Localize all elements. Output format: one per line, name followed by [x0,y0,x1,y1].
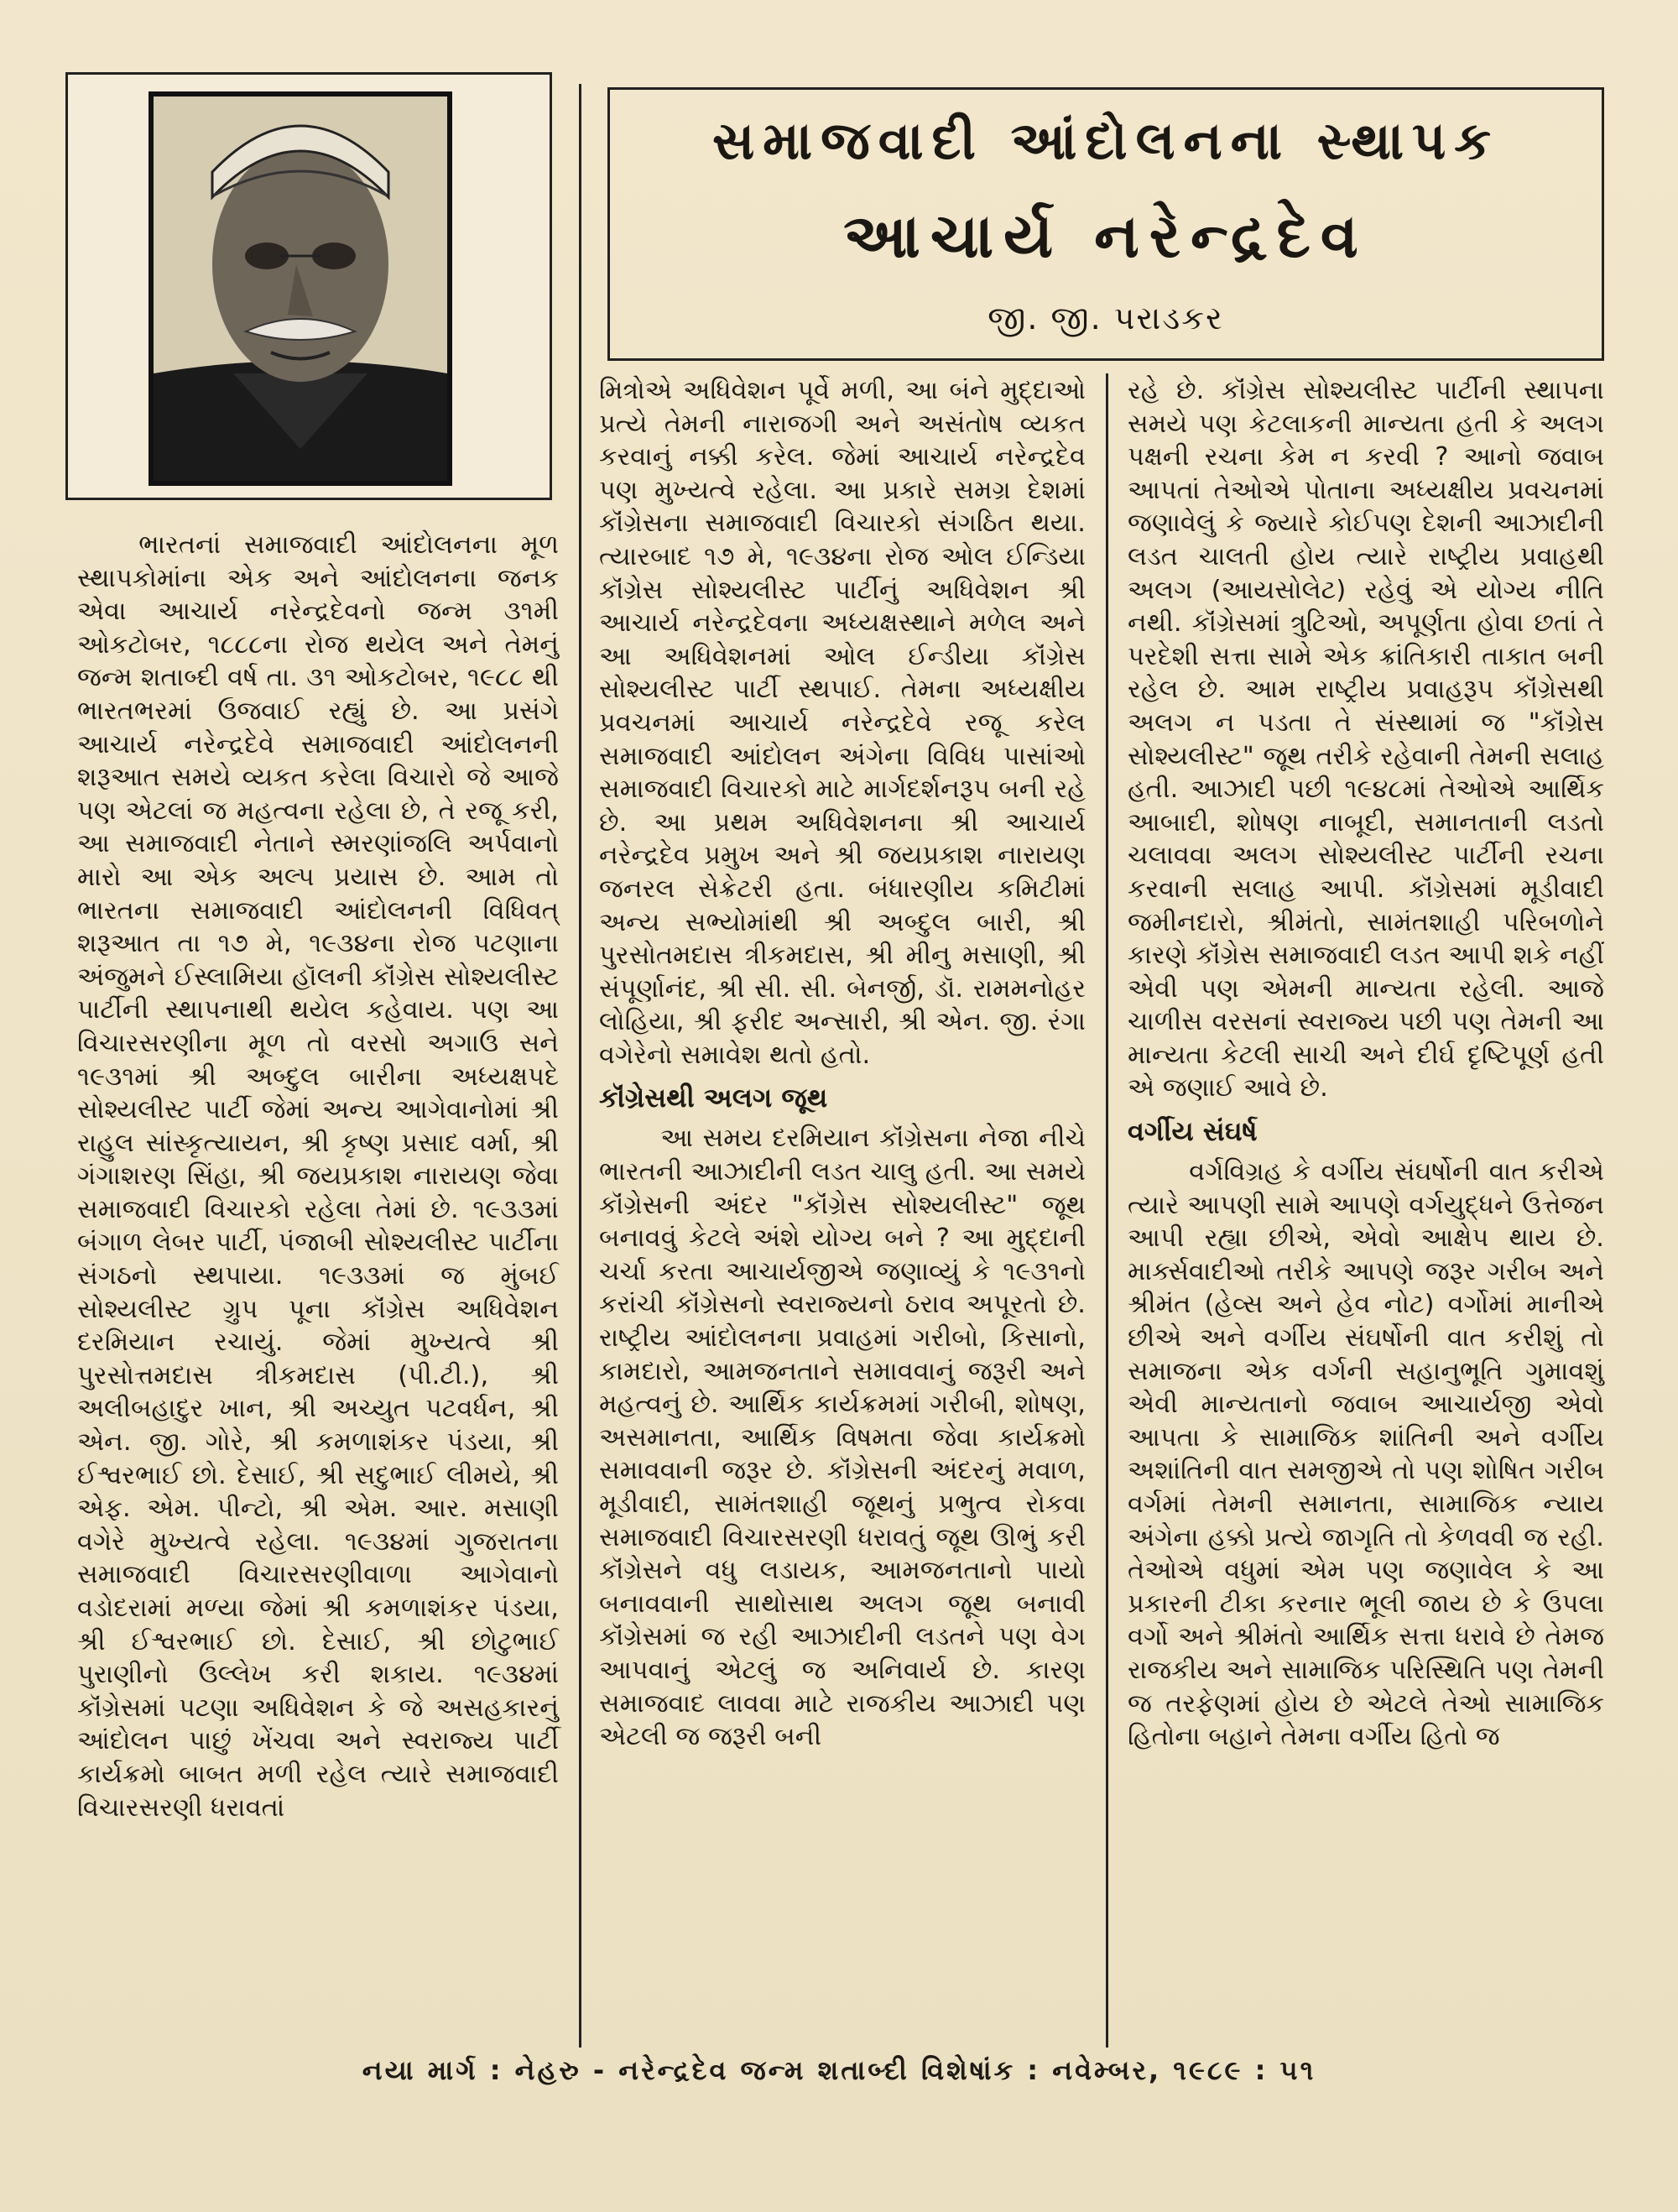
column-3-paragraph-2: વર્ગવિગ્રહ કે વર્ગીય સંઘર્ષોની વાત કરીએ ત્યારે આપણી સામે આપણે વર્ગયુદ્ધને ઉત્તેજન આપી રહ્યા છીએ, એવો આક્ષેપ થાય છે. માર્ક્સવાદીઓ તરીકે આપણે જરૂર ગરીબ અને શ્રીમંત (હેવ્સ અને હેવ નોટ) વર્ગોમાં માનીએ છીએ અને વર્ગીય સંઘર્ષોની વાત કરીશું તો સમાજના એક વર્ગની સહાનુભૂતિ ગુમાવશું એવી માન્યતાનો જવાબ આચાર્યજી એવો આપતા કે સામાજિક શાંતિની અને વર્ગીય અશાંતિની વાત સમજીએ તો પણ શોષિત ગરીબ વર્ગમાં તેમની સમાનતા, સામાજિક ન્યાય અંગેના હક્કો પ્રત્યે જાગૃતિ તો કેળવવી જ રહી. તેઓએ વધુમાં એમ પણ જણાવેલ કે આ પ્રકારની ટીકા કરનાર ભૂલી જાય છે કે ઉપલા વર્ગો અને શ્રીમંતો આર્થિક સત્તા ધરાવે છે તેમજ રાજકીય અને સામાજિક પરિસ્થિતિ પણ તેમની જ તરફેણમાં હોય છે એટલે તેઓ સામાજિક હિતોના બહાને તેમના વર્ગીય હિતો જ [1128,1157,1604,1752]
column-3-paragraph-1: રહે છે. કૉંગ્રેસ સોશ્યલીસ્ટ પાર્ટીની સ્થાપના સમયે પણ કેટલાકની માન્યતા હતી કે અલગ પક્ષની રચના કેમ ન કરવી ? આનો જવાબ આપતાં તેઓએ પોતાના અધ્યક્ષીય પ્રવચનમાં જણાવેલું કે જ્યારે કોઈપણ દેશની આઝાદીની લડત ચાલતી હોય ત્યારે રાષ્ટ્રીય પ્રવાહથી અલગ (આયસોલેટ) રહેવું એ યોગ્ય નીતિ નથી. કૉંગ્રેસમાં ત્રુટિઓ, અપૂર્ણતા હોવા છતાં તે પરદેશી સત્તા સામે એક ક્રાંતિકારી તાકાત બની રહેલ છે. આમ રાષ્ટ્રીય પ્રવાહરૂપ કૉંગ્રેસથી અલગ ન પડતા તે સંસ્થામાં જ "કૉંગ્રેસ સોશ્યલીસ્ટ" જૂથ તરીકે રહેવાની તેમની સલાહ હતી. આઝાદી પછી ૧૯૪૮માં તેઓએ આર્થિક આબાદી, શોષણ નાબૂદી, સમાનતાની લડતો ચલાવવા અલગ સોશ્યલીસ્ટ પાર્ટીની રચના કરવાની સલાહ આપી. કૉંગ્રેસમાં મૂડીવાદી જમીનદારો, શ્રીમંતો, સામંતશાહી પરિબળોને કારણે કૉંગ્રેસ સમાજવાદી લડત આપી શકે નહીં એવી પણ એમની માન્યતા રહેલી. આજે ચાળીસ વરસનાં સ્વરાજ્ય પછી પણ તેમની આ માન્યતા કેટલી સાચી અને દીર્ઘ દૃષ્ટિપૂર્ણ હતી એ જણાઈ આવે છે. [1128,376,1604,1103]
article-title-box [607,87,1604,361]
column-1-paragraph: ભારતનાં સમાજવાદી આંદોલનના મૂળ સ્થાપકોમાંના એક અને આંદોલનના જનક એવા આચાર્ય નરેન્દ્રદેવનો જન્મ ૩૧મી ઓકટોબર, ૧૮૮૮ના રોજ થયેલ અને તેમનું જન્મ શતાબ્દી વર્ષ તા. ૩૧ ઓકટોબર, ૧૯૮૮ થી ભારતભરમાં ઉજવાઈ રહ્યું છે. આ પ્રસંગે આચાર્ય નરેન્દ્રદેવે સમાજવાદી આંદોલનની શરૂઆત સમયે વ્યકત કરેલા વિચારો જે આજે પણ એટલાં જ મહત્વના રહેલા છે, તે રજૂ કરી, આ સમાજવાદી નેતાને સ્મરણાંજલિ અર્પવાનો મારો આ એક અલ્પ પ્રયાસ છે. આમ તો ભારતના સમાજવાદી આંદોલનની વિધિવત્ શરૂઆત તા ૧૭ મે, ૧૯૩૪ના રોજ પટણાના અંજુમને ઈસ્લામિયા હૉલની કૉંગ્રેસ સોશ્યલીસ્ટ પાર્ટીની સ્થાપનાથી થયેલ કહેવાય. પણ આ વિચારસરણીના મૂળ તો વરસો અગાઉ સને ૧૯૩૧માં શ્રી અબ્દુલ બારીના અધ્યક્ષપદે સોશ્યલીસ્ટ પાર્ટી જેમાં અન્ય આગેવાનોમાં શ્રી રાહુલ સાંસ્કૃત્યાયન, શ્રી કૃષ્ણ પ્રસાદ વર્મા, શ્રી ગંગાશરણ સિંહા, શ્રી જયપ્રકાશ નારાયણ જેવા સમાજવાદી વિચારકો રહેલા તેમાં છે. ૧૯૩૩માં બંગાળ લેબર પાર્ટી, પંજાબી સોશ્યલીસ્ટ પાર્ટીના સંગઠનો સ્થપાયા. ૧૯૩૩માં જ મુંબઈ સોશ્યલીસ્ટ ગ્રુપ પૂના કૉંગ્રેસ અધિવેશન દરમિયાન રચાયું. જેમાં મુખ્યત્વે શ્રી પુરસોત્તમદાસ ત્રીકમદાસ (પી.ટી.), શ્રી અલીબહાદુર ખાન, શ્રી અચ્યુત પટવર્ધન, શ્રી એન. જી. ગોરે, શ્રી કમળાશંકર પંડયા, શ્રી ઈશ્વરભાઈ છો. દેસાઈ, શ્રી સદુભાઈ લીમયે, શ્રી એફ. એમ. પીન્ટો, શ્રી એમ. આર. મસાણી વગેરે મુખ્યત્વે રહેલા. ૧૯૩૪માં ગુજરાતના સમાજવાદી વિચારસરણીવાળા આગેવાનો વડોદરામાં મળ્યા જેમાં શ્રી કમળાશંકર પંડયા, શ્રી ઈશ્વરભાઈ છો. દેસાઈ, શ્રી છોટુભાઈ પુરાણીનો ઉલ્લેખ કરી શકાય. ૧૯૩૪માં કૉંગ્રેસમાં પટણા અધિવેશન કે જે અસહકારનું આંદોલન પાછું ખેંચવા અને સ્વરાજ્ય પાર્ટી કાર્યક્રમો બાબત મળી રહેલ ત્યારે સમાજવાદી વિચારસરણી ધરાવતાં [77,530,559,1823]
column-2-paragraph-1: મિત્રોએ અધિવેશન પૂર્વે મળી, આ બંને મુદ્દાઓ પ્રત્યે તેમની નારાજગી અને અસંતોષ વ્યકત કરવાનું નક્કી કરેલ. જેમાં આચાર્ય નરેન્દ્રદેવ પણ મુખ્યત્વે રહેલા. આ પ્રકારે સમગ્ર દેશમાં કૉંગ્રેસના સમાજવાદી વિચારકો સંગઠિત થયા. ત્યારબાદ ૧૭ મે, ૧૯૩૪ના રોજ ઓલ ઈન્ડિયા કૉંગ્રેસ સોશ્યલીસ્ટ પાર્ટીનું અધિવેશન શ્રી આચાર્ય નરેન્દ્રદેવના અધ્યક્ષસ્થાને મળેલ અને આ અધિવેશનમાં ઓલ ઈન્ડીયા કૉંગ્રેસ સોશ્યલીસ્ટ પાર્ટી સ્થપાઈ. તેમના અધ્યક્ષીય પ્રવચનમાં આચાર્ય નરેન્દ્રદેવે રજૂ કરેલ સમાજવાદી આંદોલન અંગેના વિવિધ પાસાંઓ સમાજવાદી વિચારકો માટે માર્ગદર્શનરૂપ બની રહે છે. આ પ્રથમ અધિવેશનના શ્રી આચાર્ય નરેન્દ્રદેવ પ્રમુખ અને શ્રી જયપ્રકાશ નારાયણ જનરલ સેક્રેટરી હતા. બંધારણીય કમિટીમાં અન્ય સભ્યોમાંથી શ્રી અબ્દુલ બારી, શ્રી પુરસોતમદાસ ત્રીકમદાસ, શ્રી મીનુ મસાણી, શ્રી સંપૂર્ણાનંદ, શ્રી સી. સી. બેનર્જી, ડૉ. રામમનોહર લોહિયા, શ્રી ફરીદ અન્સારી, શ્રી એન. જી. રંગા વગેરેનો સમાવેશ થતો હતો. [599,376,1086,1070]
text-column-2 [599,374,1086,1754]
column-rule-right [1106,373,1108,2048]
page-footer: નયા માર્ગ : નેહરુ - નરેન્દ્રદેવ જન્મ શતાબ્દી વિશેષાંક : નવેમ્બર, ૧૯૮૯ : ૫૧ [362,2054,1316,2086]
text-column-3 [1128,374,1604,1754]
section-heading-congress-group: કૉંગ્રેસથી અલગ જૂથ [599,1082,828,1114]
portrait-illustration [154,97,447,481]
portrait-frame [65,72,552,500]
column-rule-left [579,84,581,2048]
text-column-1 [77,529,559,1824]
section-heading-class-struggle: વર્ગીય સંઘર્ષ [1128,1115,1258,1148]
column-2-paragraph-2: આ સમય દરમિયાન કૉંગ્રેસના નેજા નીચે ભારતની આઝાદીની લડત ચાલુ હતી. આ સમયે કૉંગ્રેસની અંદર "કૉંગ્રેસ સોશ્યલીસ્ટ" જૂથ બનાવવું કેટલે અંશે યોગ્ય બને ? આ મુદ્દાની ચર્ચા કરતા આચાર્યજીએ જણાવ્યું કે ૧૯૩૧નો કરાંચી કૉંગ્રેસનો સ્વરાજ્યનો ઠરાવ અપૂરતો છે. રાષ્ટ્રીય આંદોલનના પ્રવાહમાં ગરીબો, કિસાનો, કામદારો, આમજનતાને સમાવવાનું જરૂરી અને મહત્વનું છે. આર્થિક કાર્યક્રમમાં ગરીબી, શોષણ, અસમાનતા, આર્થિક વિષમતા જેવા કાર્યક્રમો સમાવવાની જરૂર છે. કૉંગ્રેસની અંદરનું મવાળ, મૂડીવાદી, સામંતશાહી જૂથનું પ્રભુત્વ રોકવા સમાજવાદી વિચારસરણી ધરાવતું જૂથ ઊભું કરી કૉંગ્રેસને વધુ લડાયક, આમજનતાનો પાયો બનાવવાની સાથોસાથ અલગ જૂથ બનાવી કૉંગ્રેસમાં જ રહી આઝાદીની લડતને પણ વેગ આપવાનું એટલું જ અનિવાર્ય છે. કારણ સમાજવાદ લાવવા માટે રાજકીય આઝાદી પણ એટલી જ જરૂરી બની [599,1124,1086,1752]
article-title-line-1: સમાજવાદી આંદોલનના સ્થાપક [711,110,1500,171]
article-author: જી. જી. પરાડકર [988,300,1224,336]
portrait-photo [149,91,452,486]
article-title-line-2: આચાર્ય નરેન્દ્રદેવ [843,201,1368,271]
